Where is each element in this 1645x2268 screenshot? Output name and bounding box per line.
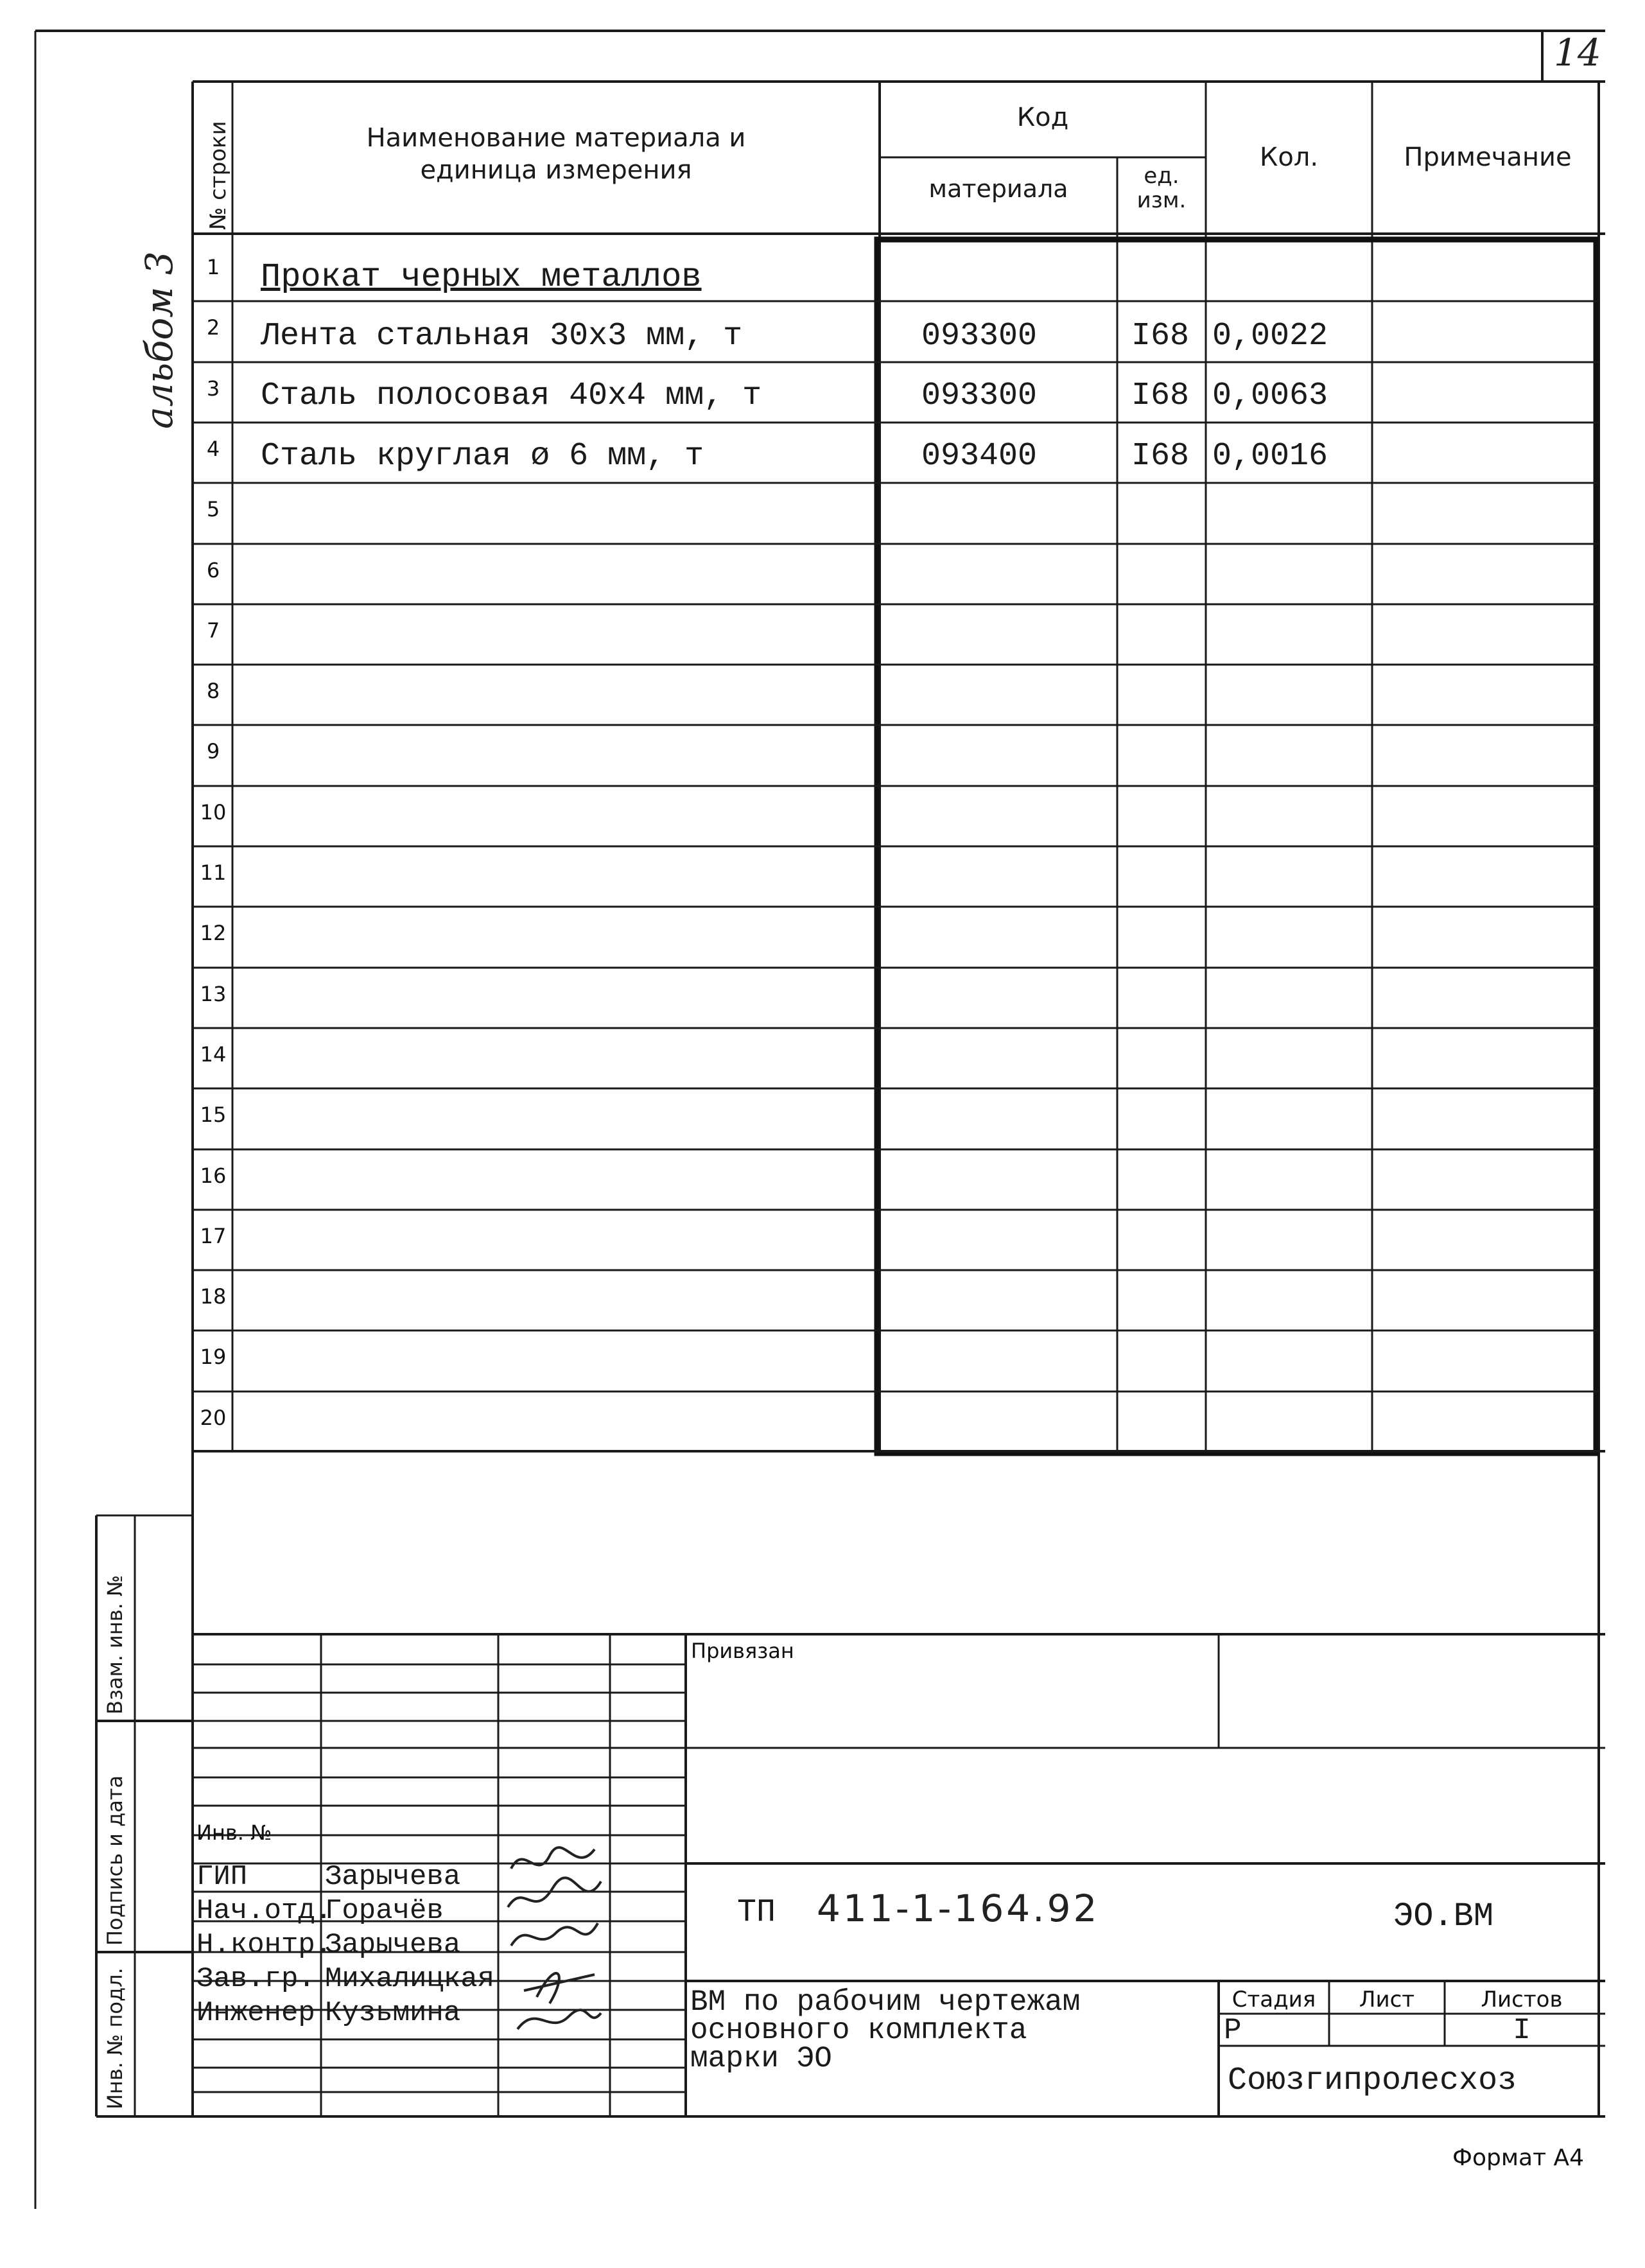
side-stamp-replaced-inv: Взам. инв. № <box>103 1575 127 1714</box>
row-number: 8 <box>206 679 220 703</box>
row-3-code: 093300 <box>921 378 1038 414</box>
row-number: 13 <box>200 982 227 1006</box>
stage-label: Стадия <box>1232 1987 1316 2012</box>
row-3-qty: 0,0063 <box>1212 378 1328 414</box>
sheet-label: Лист <box>1359 1987 1415 2012</box>
side-stamp-signature-date: Подпись и дата <box>103 1775 127 1946</box>
row-4-qty: 0,0016 <box>1212 438 1328 475</box>
header-code-unit: ед. изм. <box>1136 163 1187 213</box>
header-material-name: Наименование материала и единица измерения <box>366 123 746 185</box>
row-number: 17 <box>200 1224 227 1248</box>
row-4-code: 093400 <box>921 438 1038 475</box>
row-1-name: Прокат черных металлов <box>261 258 702 296</box>
header-row-number: № строки <box>205 121 231 230</box>
staff-name: Горачёв <box>325 1895 444 1927</box>
sheets-value: I <box>1513 2014 1531 2047</box>
document-mark: ЭО.ВМ <box>1393 1897 1494 1935</box>
row-number: 19 <box>200 1345 227 1369</box>
row-number: 18 <box>200 1284 227 1309</box>
row-number: 12 <box>200 921 227 945</box>
row-number: 1 <box>206 255 220 279</box>
stage-value: Р <box>1224 2014 1242 2047</box>
project-number: 411-1-164.92 <box>817 1887 1100 1930</box>
row-number: 5 <box>206 497 220 521</box>
header-note: Примечание <box>1404 143 1572 172</box>
row-2-code: 093300 <box>921 318 1038 354</box>
row-number: 7 <box>206 618 220 643</box>
row-3-name: Сталь полосовая 40х4 мм, т <box>261 378 762 414</box>
header-code-material: материала <box>928 175 1068 203</box>
staff-name: Зарычева <box>325 1929 461 1961</box>
row-number: 9 <box>206 739 220 763</box>
row-4-unit: I68 <box>1131 438 1190 475</box>
album-note: альбом 3 <box>137 251 181 429</box>
staff-role: Инженер <box>196 1997 315 2029</box>
row-number: 3 <box>206 376 220 401</box>
row-number: 14 <box>200 1042 227 1067</box>
project-code: ТП <box>737 1894 776 1931</box>
row-2-unit: I68 <box>1131 318 1190 354</box>
row-number: 15 <box>200 1103 227 1127</box>
attached-label: Привязан <box>691 1639 794 1663</box>
page-number: 14 <box>1554 31 1601 74</box>
header-quantity: Кол. <box>1259 143 1319 172</box>
row-2-qty: 0,0022 <box>1212 318 1328 354</box>
staff-role: Н.контр. <box>196 1929 333 1961</box>
inventory-no-label: Инв. № <box>196 1820 272 1845</box>
row-number: 10 <box>200 800 227 824</box>
row-number: 6 <box>206 558 220 582</box>
row-number: 11 <box>200 860 227 885</box>
staff-name: Зарычева <box>325 1861 461 1893</box>
header-code: Код <box>1016 103 1069 132</box>
row-number: 4 <box>206 437 220 461</box>
staff-role: Зав.гр. <box>196 1963 315 1995</box>
staff-role: Нач.отд. <box>196 1895 333 1927</box>
staff-role: ГИП <box>196 1861 248 1893</box>
sheets-label: Листов <box>1481 1987 1563 2012</box>
row-number: 2 <box>206 315 220 340</box>
paper-format: Формат А4 <box>1452 2145 1585 2171</box>
side-stamp-original-inv: Инв. № подл. <box>103 1967 127 2109</box>
staff-name: Михалицкая <box>325 1963 495 1995</box>
signatures <box>498 1843 614 2113</box>
document-title: ВМ по рабочим чертежам основного комплекта марки ЭО <box>690 1985 1081 2075</box>
staff-name: Кузьмина <box>325 1997 461 2029</box>
row-number: 16 <box>200 1164 227 1188</box>
row-3-unit: I68 <box>1131 378 1190 414</box>
organization-name: Союзгипролесхоз <box>1228 2063 1517 2099</box>
row-number: 20 <box>200 1406 227 1430</box>
row-2-name: Лента стальная 30х3 мм, т <box>261 318 743 354</box>
row-4-name: Сталь круглая ø 6 мм, т <box>261 438 704 475</box>
